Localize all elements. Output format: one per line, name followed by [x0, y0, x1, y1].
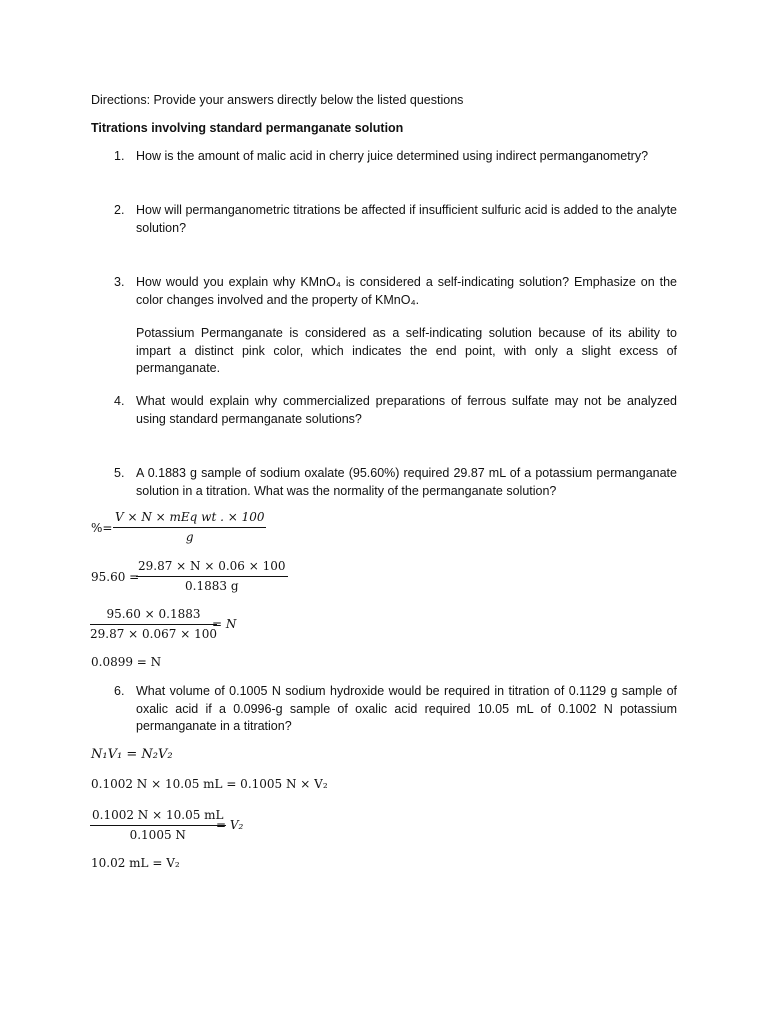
q5-eq3-fraction — [90, 607, 217, 642]
directions-text: Directions: Provide your answers directly below the listed questions — [91, 93, 464, 107]
question-6-text: What volume of 0.1005 N sodium hydroxide would be required in titration of 0.1129 g sample of oxalic acid if a 0.0996-g sample of oxalic acid required 10.05 mL of 0.1002 N potassium permanganate in a titration? — [136, 684, 677, 733]
question-number: 5. — [114, 466, 125, 480]
q6-eq2: 0.1002 N × 10.05 mL = 0.1005 N × V₂ — [91, 777, 328, 791]
question-number: 1. — [114, 149, 125, 163]
q6-eq3-denominator: 0.1005 N — [129, 828, 186, 842]
question-3-text: How would you explain why KMnO₄ is considered a self-indicating solution? Emphasize on the color changes involved and the property of KMnO₄. — [136, 275, 677, 307]
q5-eq1-denominator: g — [185, 530, 194, 544]
q5-eq3-rhs: = N — [212, 617, 237, 631]
question-5-text: A 0.1883 g sample of sodium oxalate (95.60%) required 29.87 mL of a potassium permanganate solution in a titration. What was the normality of the permanganate solution? — [136, 466, 677, 498]
question-1-text: How is the amount of malic acid in cherry juice determined using indirect permanganometry? — [136, 149, 649, 163]
q5-eq3-denominator: 29.87 × 0.067 × 100 — [90, 627, 217, 641]
q5-eq2-numerator: 29.87 × N × 0.06 × 100 — [136, 559, 288, 577]
question-4-text: What would explain why commercialized preparations of ferrous sulfate may not be analyzed using standard permanganate solutions? — [136, 394, 677, 426]
q6-eq4: 10.02 mL = V₂ — [91, 856, 180, 870]
q6-eq1: N₁V₁ = N₂V₂ — [91, 747, 173, 762]
question-number: 6. — [114, 684, 125, 698]
q5-eq1-lhs: %= — [91, 521, 113, 535]
question-3-answer: Potassium Permanganate is considered as a self-indicating solution because of its ability to impart a distinct pink color, which indicates the end point, with only a slight excess of permanganate. — [136, 326, 677, 375]
q5-eq1-fraction — [113, 510, 266, 545]
q6-eq3-rhs: = V₂ — [216, 818, 244, 832]
q5-eq3-numerator: 95.60 × 0.1883 — [90, 607, 217, 625]
q6-eq3-fraction — [90, 808, 226, 843]
question-number: 2. — [114, 203, 125, 217]
q5-eq1-numerator: V × N × mEq wt . × 100 — [113, 510, 266, 528]
q5-eq4: 0.0899 = N — [91, 655, 162, 669]
q5-eq2-lhs: 95.60 = — [91, 570, 140, 584]
q5-eq2-denominator: 0.1883 g — [185, 579, 239, 593]
question-number: 4. — [114, 394, 125, 408]
question-number: 3. — [114, 275, 125, 289]
question-2-text: How will permanganometric titrations be affected if insufficient sulfuric acid is added to the analyte solution? — [136, 203, 677, 235]
q5-eq2-fraction — [136, 559, 288, 594]
q6-eq3-numerator: 0.1002 N × 10.05 mL — [90, 808, 226, 826]
section-title: Titrations involving standard permanganate solution — [91, 121, 404, 135]
